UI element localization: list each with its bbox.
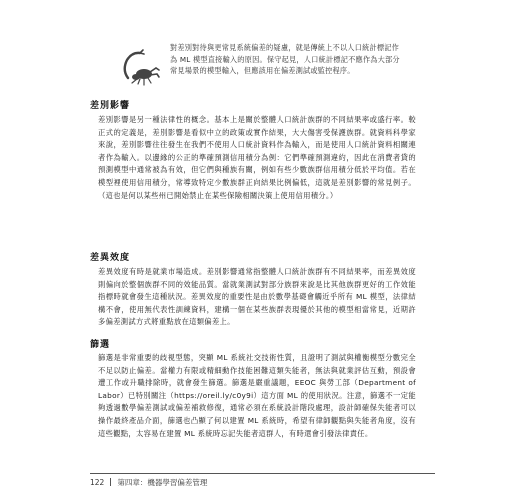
- scorpion-icon: [118, 44, 162, 88]
- section-body-disparate-impact: 差別影響是另一種法律性的概念。基本上是關於整體人口統計族群的不同結果率或盛行率。較正式的定義是，差別影響是看似中立的政策或實作結果，大大傷害受保護族群。就資料科學家來說，差別影響往往發生在我們不使用人口統計資料作為輸入，而是使用人口統計資料相關連者作為輸入。以邊緣的公正的準確預測信用積分為例：它們準確預測違約，因此在消費者貸的預測模型中通常被為有效，但它們與種族有關，例如有些少數族群信用積分低於平均值。若在模型裡使用信用積分，常導致特定少數族群正向結果比例偏低，這就是差別影響的常見例子。（這也是何以某些州已開始禁止在某些保險相關決策上使用信用積分。）: [98, 115, 416, 200]
- note-text: 對差別對待與更常見系統偏差的疑慮，就是傳統上不以人口統計標記作為 ML 模型直接輸入的原因。保守起見，人口統計標記不應作為大部分常見場景的模型輸入，但應該用在偏差測試或監控程序。: [170, 43, 400, 76]
- section-heading-screening: 篩選: [90, 340, 111, 350]
- footer-separator: [110, 478, 111, 486]
- page-number: 122: [90, 478, 105, 487]
- section-heading-disparate-impact: 差別影響: [90, 101, 131, 111]
- chapter-title: 第四章：機器學習偏差管理: [117, 478, 208, 487]
- footer-rule: [90, 473, 435, 474]
- section-body-screening: 篩選是非常重要的歧視型態，突顯 ML 系統社交技術性質，且證明了測試與權衡模型分數完全不足以防止偏差。當權力有限或精細動作技能困難這類失能者，無法與就業評估互動，預設會遭工作或升職排除時，就會發生篩選。篩選是嚴重議題，EEOC 與勞工部（Department of Labor）已特別關注（https://oreil.ly/c0y9i）這方面 ML 的使用狀況。注意，篩選不一定能夠透過數學偏差測試或偏差補救修復，通常必須在系統設計階段處理，設計師確保失能者可以操作最終產品介面，篩選也凸顯了何以建置 ML 系統時，希望有律師觀點與失能者角度，沒有這些觀點，太容易在建置 ML 系統時忘記失能者這群人，有時還會引發法律責任。: [98, 353, 416, 438]
- section-body-differential-validity: 差異效度有時是就業市場造成。差別影響通常指整體人口統計族群有不同結果率，而差異效度則偏向於整個族群不同的效能品質。當就業測試對部分族群來說是比其他族群更好的工作效能指標時就會發生這種狀況。差異效度的重要性是由於數學基礎會觸近乎所有 ML 模型，法律結構不會，使用無代表性訓練資料，建構一個在某些族群表現優於其他的模型相當常見，近期許多偏差測試方式將重點放在這類偏差上。: [98, 267, 416, 327]
- page-footer: [90, 477, 207, 488]
- section-heading-differential-validity: 差異效度: [90, 253, 131, 263]
